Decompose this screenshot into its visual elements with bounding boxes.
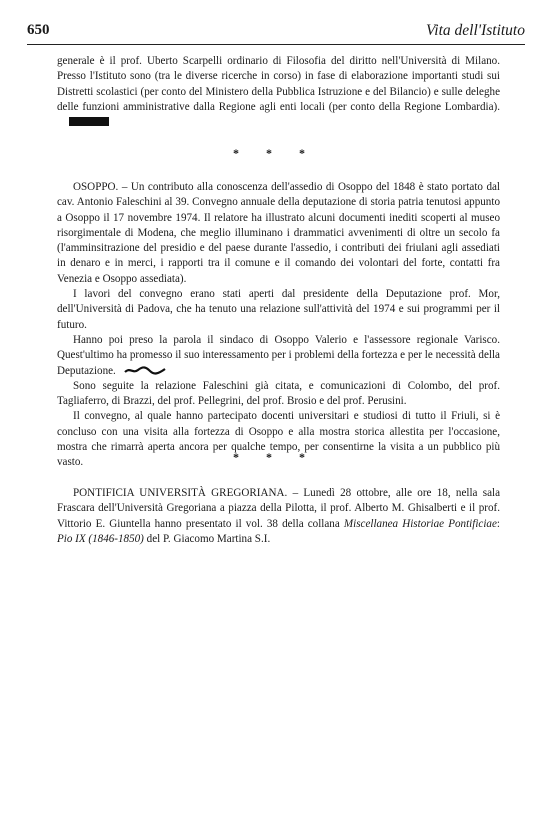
osoppo-heading: OSOPPO. (73, 181, 119, 193)
gregoriana-text-2: del P. Giacomo Martina S.I. (143, 532, 271, 545)
running-header (27, 22, 525, 44)
header-rule (27, 44, 525, 45)
redaction-mark (69, 117, 109, 126)
running-title: Vita dell'Istituto (425, 22, 525, 39)
osoppo-paragraph-2: I lavori del convegno erano stati aperti dal presidente della Deputazione prof. Mor, dell'Università di Padova, che ha tenuto una relazione sull'attività del 1974 e sui programmi per il futuro. (57, 288, 500, 331)
continuation-text: generale è il prof. Uberto Scarpelli ordinario di Filosofia del diritto nell'Università di Milano. Presso l'Istituto sono (tra le diverse ricerche in corso) in fase di elaborazione importanti studi sui Distretti scolastici (per conto del Ministero della Pubblica Istruzione e del Bilancio) e sulle deleghe delle funzioni amministrative dalla Regione agli enti locali (per conto della Regione Lombardia). (57, 55, 500, 113)
osoppo-paragraph-5: Il convegno, al quale hanno partecipato docenti universitari e studiosi di tutto il Friuli, si è concluso con una visita alla fortezza di Osoppo e alla mostra storica allestita per l'occasione, mostra che rimarrà aperta ancora per qualche tempo, per consentirne la visita a un pubblico più vasto. (57, 410, 500, 469)
volume-title: Pio IX (1846-1850) (57, 532, 144, 545)
gregoriana-text-1: – Lunedì 28 ottobre, alle ore 18, nella sala Frascara dell'Università Gregoriana a piazza della Pilotta, il prof. Alberto M. Ghisalberti e il prof. Vittorio E. Giuntella hanno presentato il vol. 38 della collana (57, 487, 500, 530)
osoppo-text-3: Hanno poi preso la parola il sindaco di Osoppo Valerio e l'assessore regionale Varisco. Quest'ultimo ha promesso il suo interessamento per i problemi della fortezza e per le necessità della Deputazione. (57, 333, 500, 377)
title-separator: : (496, 517, 500, 530)
section-osoppo (57, 180, 500, 471)
gregoriana-heading: PONTIFICIA UNIVERSITÀ GREGORIANA. (73, 487, 288, 499)
section-gregoriana (57, 486, 500, 547)
osoppo-text-1: – Un contributo alla conoscenza dell'assedio di Osoppo del 1848 è stato portato dal cav. Antonio Faleschini al 39. Convegno annuale della deputazione di storia patria tenutosi appunto a Osoppo il 17 novembre 1974. Il relatore ha illustrato alcuni documenti inediti scoperti al museo risorgimentale di Modena, che meglio illuminano i drammatici avvenimenti di oltre un secolo fa (l'amminsitrazione del presidio e del paese durante l'assedio, i contributi dei friulani agli assediati in denaro e in merci, i rapporti tra il comune e il comando dei volontari del forte, contatti fra Venezia e Osoppo assediata). (57, 181, 500, 285)
gregoriana-paragraph (57, 486, 500, 547)
section-continuation (57, 54, 500, 130)
continuation-paragraph (57, 54, 500, 130)
osoppo-paragraph-1 (57, 180, 500, 287)
page-number: 650 (27, 22, 50, 38)
osoppo-paragraph-3 (57, 333, 500, 379)
section-separator-1: * * * (233, 146, 317, 160)
section-separator-2: * * * (233, 450, 317, 464)
series-title: Miscellanea Historiae Pontificiae (343, 517, 497, 530)
osoppo-paragraph-4: Sono seguite la relazione Faleschini già citata, e comunicazioni di Colombo, del prof. Tagliaferro, di Brazzi, del prof. Pellegrini, del prof. Brosio e del prof. Perusini. (57, 379, 500, 408)
handwritten-mark (124, 366, 166, 375)
